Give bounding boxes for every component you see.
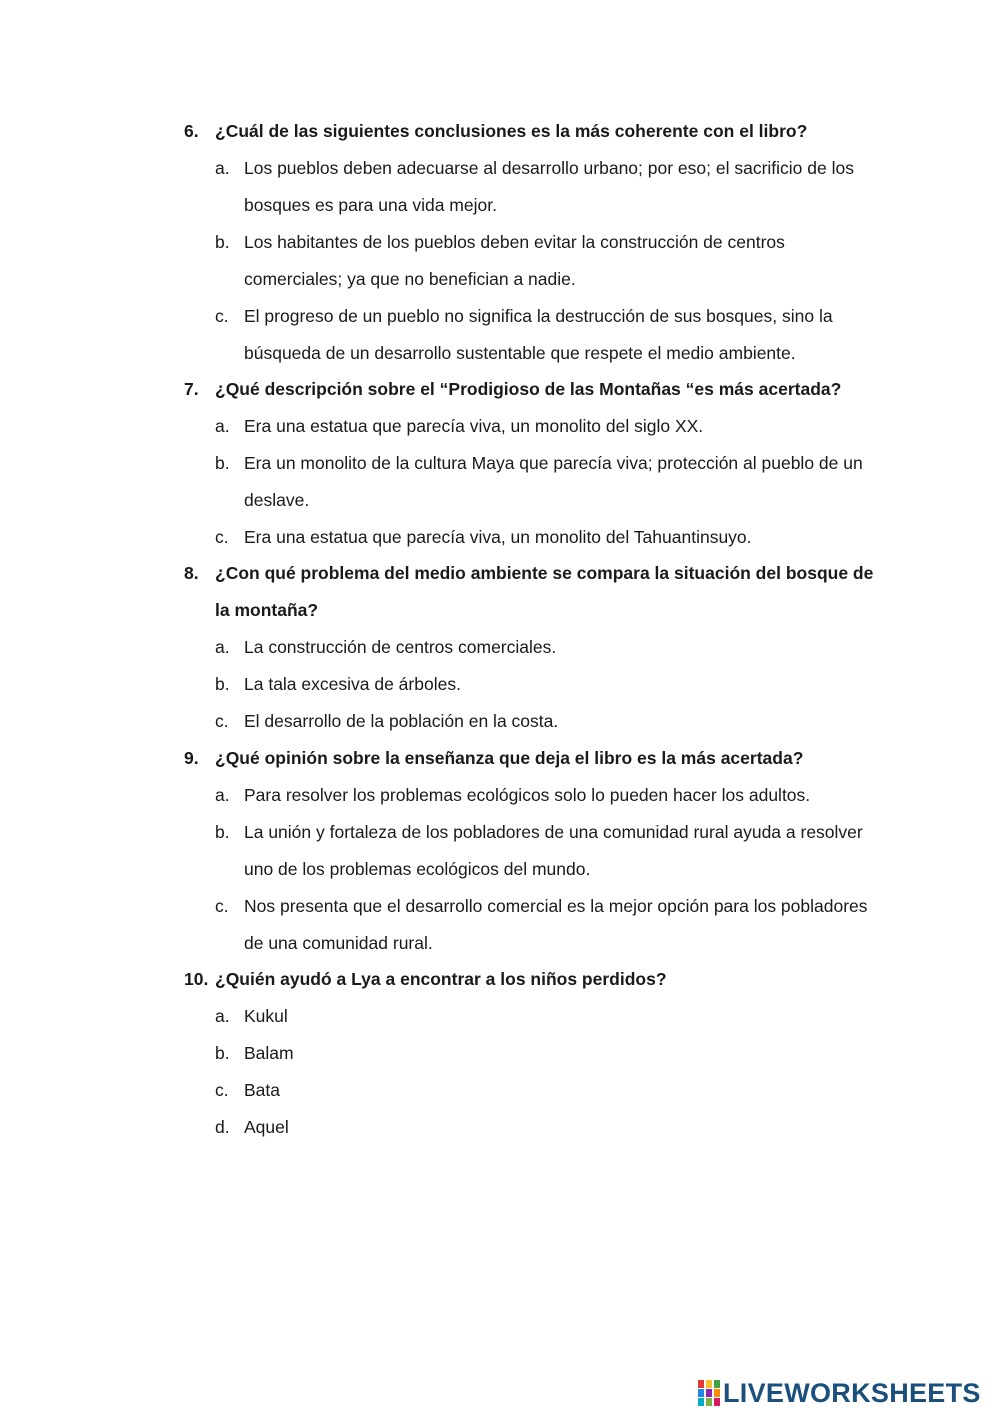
option-d[interactable] [184,1109,874,1146]
option-c[interactable] [184,519,874,556]
option-letter: b. [215,232,230,252]
option-text: El desarrollo de la población en la costa. [244,711,559,731]
option-a[interactable] [184,777,874,814]
option-b[interactable] [184,666,874,703]
question-number: 10. [184,969,209,989]
liveworksheets-logo[interactable] [698,1377,981,1409]
option-c[interactable] [184,1072,874,1109]
option-a[interactable] [184,998,874,1035]
option-letter: c. [215,711,229,731]
option-b[interactable] [184,445,874,519]
option-text: Para resolver los problemas ecológicos solo lo pueden hacer los adultos. [244,785,811,805]
option-text: La construcción de centros comerciales. [244,637,557,657]
question-8 [184,555,874,740]
option-text: Kukul [244,1006,288,1026]
question-text: 7. ¿Qué descripción sobre el “Prodigioso de las Montañas “es más acertada? [184,371,874,408]
option-b[interactable] [184,1035,874,1072]
question-text: 9. ¿Qué opinión sobre la enseñanza que deja el libro es la más acertada? [184,740,874,777]
option-a[interactable] [184,629,874,666]
option-letter: b. [215,822,230,842]
question-number: 9. [184,748,199,768]
option-text: Era una estatua que parecía viva, un monolito del Tahuantinsuyo. [244,527,752,547]
option-text: Los pueblos deben adecuarse al desarrollo urbano; por eso; el sacrificio de los bosques es para una vida mejor. [244,158,854,215]
option-b[interactable] [184,224,874,298]
option-c[interactable] [184,298,874,372]
option-letter: c. [215,1080,229,1100]
question-9 [184,740,874,962]
question-6 [184,113,874,372]
option-letter: b. [215,674,230,694]
option-text: Nos presenta que el desarrollo comercial es la mejor opción para los pobladores de una comunidad rural. [244,896,868,953]
option-letter: b. [215,453,230,473]
question-text: 10. ¿Quién ayudó a Lya a encontrar a los niños perdidos? [184,961,874,998]
option-text: El progreso de un pueblo no significa la destrucción de sus bosques, sino la búsqueda de un desarrollo sustentable que respete el medio ambiente. [244,306,833,363]
logo-text: LIVEWORKSHEETS [723,1378,981,1408]
question-text: 8. ¿Con qué problema del medio ambiente se compara la situación del bosque de la montaña? [184,555,874,629]
option-text: Los habitantes de los pueblos deben evitar la construcción de centros comerciales; ya que no benefician a nadie. [244,232,785,289]
question-10 [184,961,874,1146]
option-letter: c. [215,896,229,916]
option-b[interactable] [184,814,874,888]
option-text: Aquel [244,1117,289,1137]
option-text: Era un monolito de la cultura Maya que parecía viva; protección al pueblo de un deslave. [244,453,863,510]
question-7 [184,371,874,556]
option-letter: a. [215,158,230,178]
liveworksheets-logo-icon [698,1380,720,1406]
question-number: 6. [184,121,199,141]
option-c[interactable] [184,703,874,740]
option-letter: a. [215,785,230,805]
option-text: Balam [244,1043,294,1063]
option-letter: a. [215,637,230,657]
option-text: La unión y fortaleza de los pobladores de una comunidad rural ayuda a resolver uno de los problemas ecológicos del mundo. [244,822,863,879]
question-text: 6. ¿Cuál de las siguientes conclusiones es la más coherente con el libro? [184,113,874,150]
option-a[interactable] [184,408,874,445]
option-text: Era una estatua que parecía viva, un monolito del siglo XX. [244,416,704,436]
question-number: 7. [184,379,199,399]
option-letter: c. [215,527,229,547]
option-letter: a. [215,1006,230,1026]
option-text: La tala excesiva de árboles. [244,674,461,694]
option-letter: d. [215,1117,230,1137]
question-number: 8. [184,563,199,583]
option-letter: c. [215,306,229,326]
option-letter: a. [215,416,230,436]
option-a[interactable] [184,150,874,224]
option-text: Bata [244,1080,280,1100]
option-letter: b. [215,1043,230,1063]
option-c[interactable] [184,888,874,962]
